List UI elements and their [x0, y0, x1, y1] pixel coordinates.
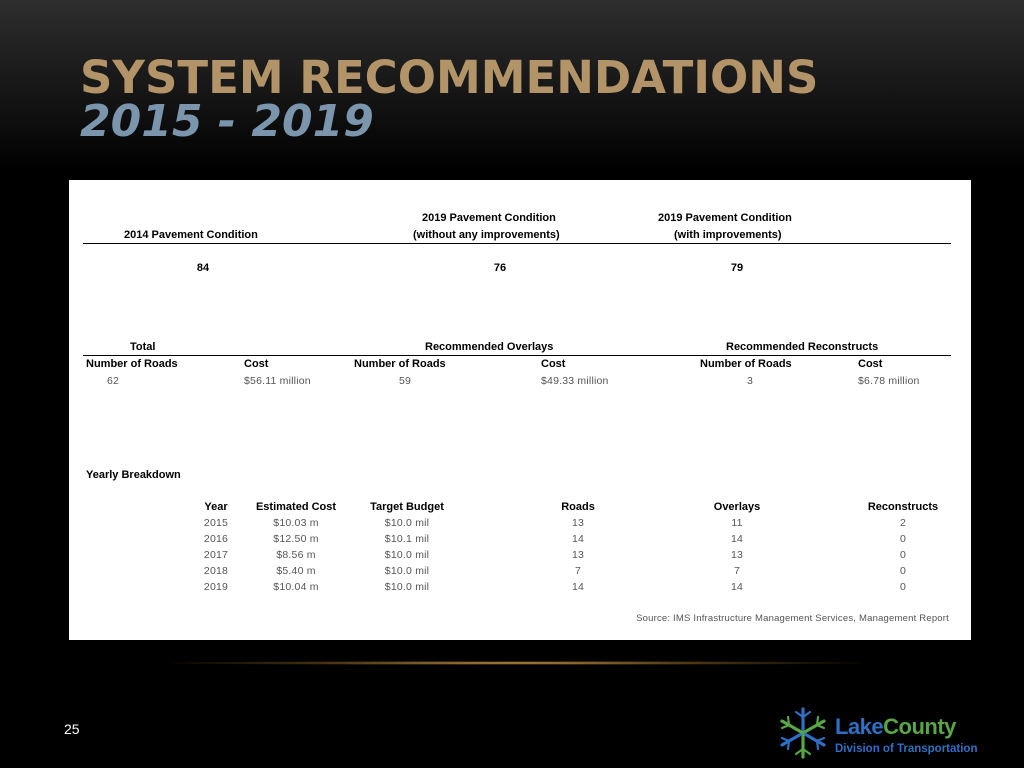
yearly-cell-estimated-cost: $8.56 m	[276, 549, 316, 561]
yearly-cell-target-budget: $10.0 mil	[384, 565, 430, 577]
source-note: Source: IMS Infrastructure Management Services, Management Report	[636, 613, 949, 624]
summary-value-total-cost: $56.11 million	[244, 375, 311, 387]
yearly-cell-target-budget: $10.1 mil	[384, 533, 430, 545]
yearly-cell-reconstructs: 0	[899, 581, 907, 593]
condition-value-2019-with: 79	[730, 262, 744, 274]
summary-header-overlay-cost: Cost	[541, 358, 566, 370]
yearly-cell-year: 2017	[203, 549, 229, 561]
logo-word-county: County	[883, 714, 956, 739]
yearly-cell-overlays: 11	[731, 517, 743, 529]
lake-county-logo	[776, 706, 1006, 762]
summary-header-overlay-roads: Number of Roads	[354, 358, 446, 370]
yearly-cell-estimated-cost: $5.40 m	[276, 565, 316, 577]
yearly-cell-roads: 7	[574, 565, 582, 577]
snowflake-logo-icon	[776, 706, 830, 760]
condition-header-rule	[83, 243, 951, 244]
condition-header-2014: 2014 Pavement Condition	[124, 229, 258, 241]
yearly-breakdown-label: Yearly Breakdown	[86, 469, 181, 481]
condition-value-2019-without: 76	[493, 262, 507, 274]
condition-header-2019-with-line1: 2019 Pavement Condition	[658, 212, 792, 224]
yearly-header-roads: Roads	[561, 501, 595, 513]
yearly-header-overlays: Overlays	[713, 501, 761, 513]
summary-group-reconstructs: Recommended Reconstructs	[726, 341, 879, 353]
yearly-cell-target-budget: $10.0 mil	[384, 549, 430, 561]
summary-value-overlay-roads: 59	[399, 375, 412, 387]
decorative-glow-divider	[170, 661, 860, 665]
logo-division: Division of Transportation	[835, 743, 978, 755]
slide-subtitle: 2015 - 2019	[80, 96, 374, 147]
yearly-cell-target-budget: $10.0 mil	[384, 517, 430, 529]
yearly-cell-overlays: 13	[730, 549, 744, 561]
summary-group-total: Total	[130, 341, 156, 353]
yearly-header-year: Year	[204, 501, 228, 513]
yearly-header-reconstructs: Reconstructs	[867, 501, 939, 513]
yearly-cell-reconstructs: 0	[899, 565, 907, 577]
yearly-cell-overlays: 14	[730, 581, 744, 593]
logo-word-lake: Lake	[835, 714, 884, 739]
yearly-cell-estimated-cost: $10.04 m	[273, 581, 319, 593]
yearly-cell-reconstructs: 0	[899, 549, 907, 561]
yearly-header-estimated-cost: Estimated Cost	[255, 501, 337, 513]
summary-header-total-cost: Cost	[244, 358, 269, 370]
summary-value-total-roads: 62	[107, 375, 120, 387]
yearly-cell-roads: 14	[571, 533, 585, 545]
yearly-cell-estimated-cost: $12.50 m	[273, 533, 319, 545]
page-number: 25	[64, 721, 80, 737]
condition-value-2014: 84	[196, 262, 210, 274]
yearly-header-target-budget: Target Budget	[370, 501, 444, 513]
yearly-cell-roads: 13	[571, 549, 585, 561]
summary-value-reconstruct-roads: 3	[747, 375, 754, 387]
condition-header-2019-without-line2: (without any improvements)	[413, 229, 560, 241]
summary-group-overlays: Recommended Overlays	[425, 341, 554, 353]
logo-wordmark	[835, 714, 956, 740]
summary-header-rule	[83, 355, 951, 356]
yearly-cell-year: 2015	[203, 517, 229, 529]
yearly-cell-reconstructs: 2	[899, 517, 907, 529]
condition-header-2019-with-line2: (with improvements)	[674, 229, 782, 241]
summary-value-reconstruct-cost: $6.78 million	[858, 375, 920, 387]
yearly-cell-roads: 14	[571, 581, 585, 593]
report-table-image	[69, 180, 971, 640]
yearly-cell-estimated-cost: $10.03 m	[273, 517, 319, 529]
summary-header-reconstruct-roads: Number of Roads	[700, 358, 792, 370]
yearly-cell-roads: 13	[571, 517, 585, 529]
summary-value-overlay-cost: $49.33 million	[541, 375, 609, 387]
summary-header-reconstruct-cost: Cost	[858, 358, 883, 370]
yearly-cell-year: 2018	[203, 565, 229, 577]
yearly-cell-year: 2016	[203, 533, 229, 545]
yearly-cell-target-budget: $10.0 mil	[384, 581, 430, 593]
yearly-cell-overlays: 7	[733, 565, 741, 577]
yearly-cell-overlays: 14	[730, 533, 744, 545]
summary-header-total-roads: Number of Roads	[86, 358, 178, 370]
yearly-cell-year: 2019	[203, 581, 229, 593]
condition-header-2019-without-line1: 2019 Pavement Condition	[422, 212, 556, 224]
slide-title: SYSTEM RECOMMENDATIONS	[80, 51, 819, 104]
yearly-cell-reconstructs: 0	[899, 533, 907, 545]
